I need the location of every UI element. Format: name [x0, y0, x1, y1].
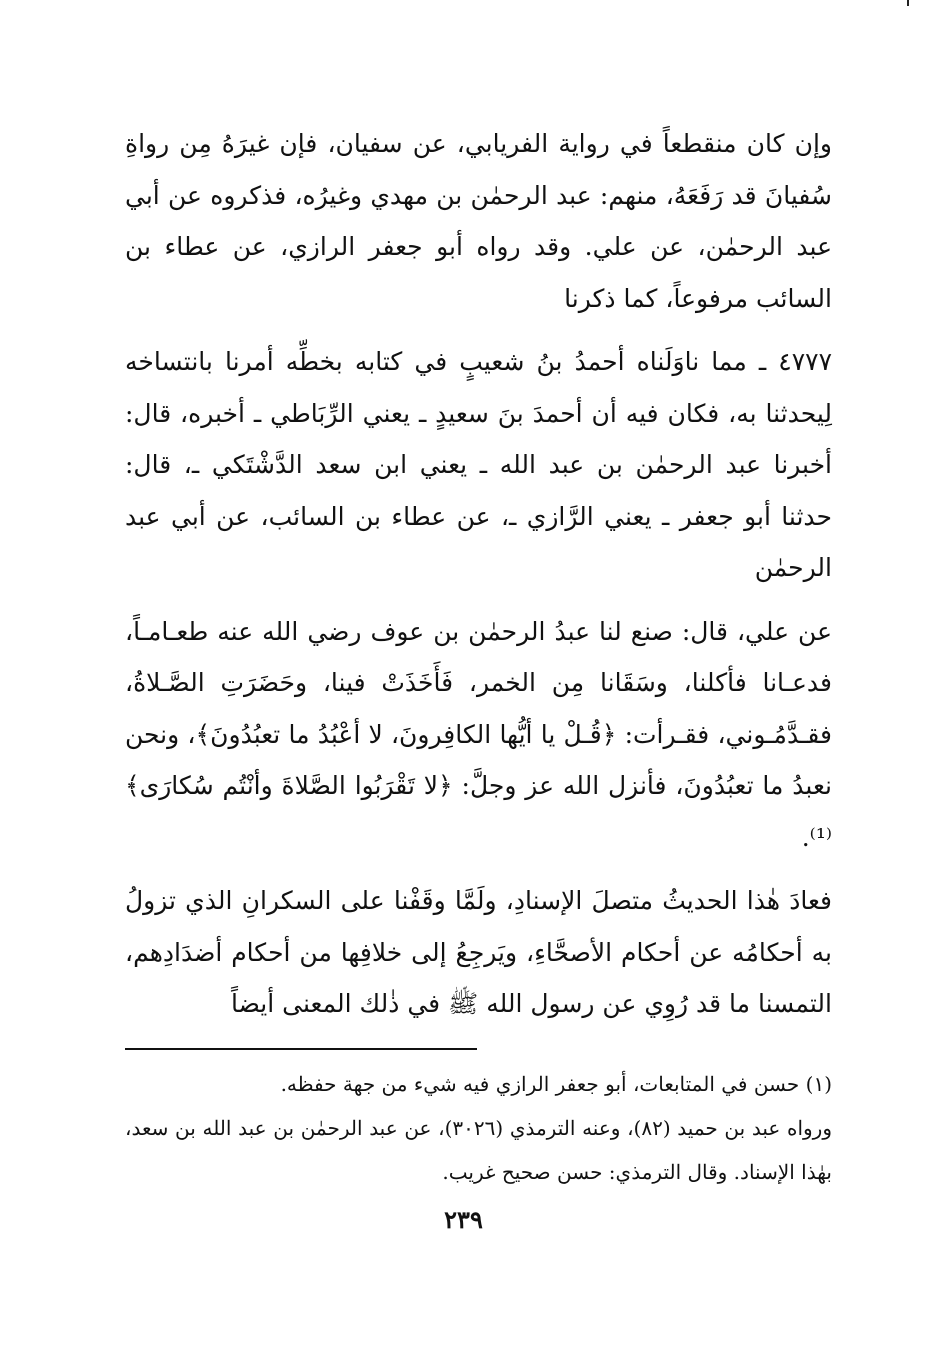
footnotes — [125, 1062, 832, 1194]
footnote-1: (١) حسن في المتابعات، أبو جعفر الرازي فيه شيء من جهة حفظه. — [280, 1072, 832, 1096]
footnote-separator — [125, 1048, 477, 1050]
paragraph-1: وإن كان منقطعاً في رواية الفريابي، عن سفيان، فإن غيرَهُ مِن رواةِ سُفيانَ قد رَفَعَهُ، منهم: عبد الرحمٰن بن مهدي وغيرُه، فذكروه عن أبي عبد الرحمٰن، عن علي. وقد رواه أبو جعفر الرازي، عن عطاء بن السائب مرفوعاً، كما ذكرنا — [125, 129, 832, 313]
paragraph-2: ٤٧٧٧ ـ مما ناوَلَناه أحمدُ بنُ شعيبٍ في كتابه بخطِّه أمرنا بانتساخه لِيحدثنا به، فكان فيه أن أحمدَ بنَ سعيدٍ ـ يعني الرِّبَاطي ـ أخبره، قال: أخبرنا عبد الرحمٰن بن عبد الله ـ يعني ابن سعد الدَّشْتَكي ـ، قال: حدثنا أبو جعفر ـ يعني الرَّازي ـ، عن عطاء بن السائب، عن أبي عبد الرحمٰن — [125, 347, 832, 582]
corner-mark — [907, 0, 909, 6]
page-number: ٢٣٩ — [444, 1205, 483, 1234]
main-text — [125, 118, 832, 1030]
paragraph-3: عن علي، قال: صنع لنا عبدُ الرحمٰن بن عوف رضي الله عنه طعـامـاً، فدعـانا فأكلنا، وسَقَانا مِن الخمر، فَأَخَذَتْ فينا، وحَضَرَتِ الصَّـلاةُ، فقـدَّمُـوني، فقـرأت: ﴿قُـلْ يا أيُّها الكافِرونَ، لا أعْبُدُ ما تعبُدُونَ﴾، ونحن نعبدُ ما تعبُدُونَ، فأنزل الله عز وجلَّ: ﴿لا تَقْرَبُوا الصَّلاةَ وأنْتُم سُكارَى﴾⁽¹⁾. — [125, 616, 832, 852]
footnote-1-continued: ورواه عبد بن حميد (٨٢)، وعنه الترمذي (٣٠٢٦)، عن عبد الرحمٰن بن عبد الله بن سعد، بهٰذا الإسناد. وقال الترمذي: حسن صحيح غريب. — [125, 1116, 832, 1184]
paragraph-4: فعادَ هٰذا الحديثُ متصلَ الإسنادِ، ولَمَّا وقَفْنا على السكرانِ الذي تزولُ به أحكامُه عن أحكام الأصحَّاءِ، ويَرجِعُ إلى خلافِها من أحكام أضدَادِهم، التمسنا ما قد رُوِي عن رسول الله ﷺ في ذٰلك المعنى أيضاً — [125, 886, 832, 1018]
